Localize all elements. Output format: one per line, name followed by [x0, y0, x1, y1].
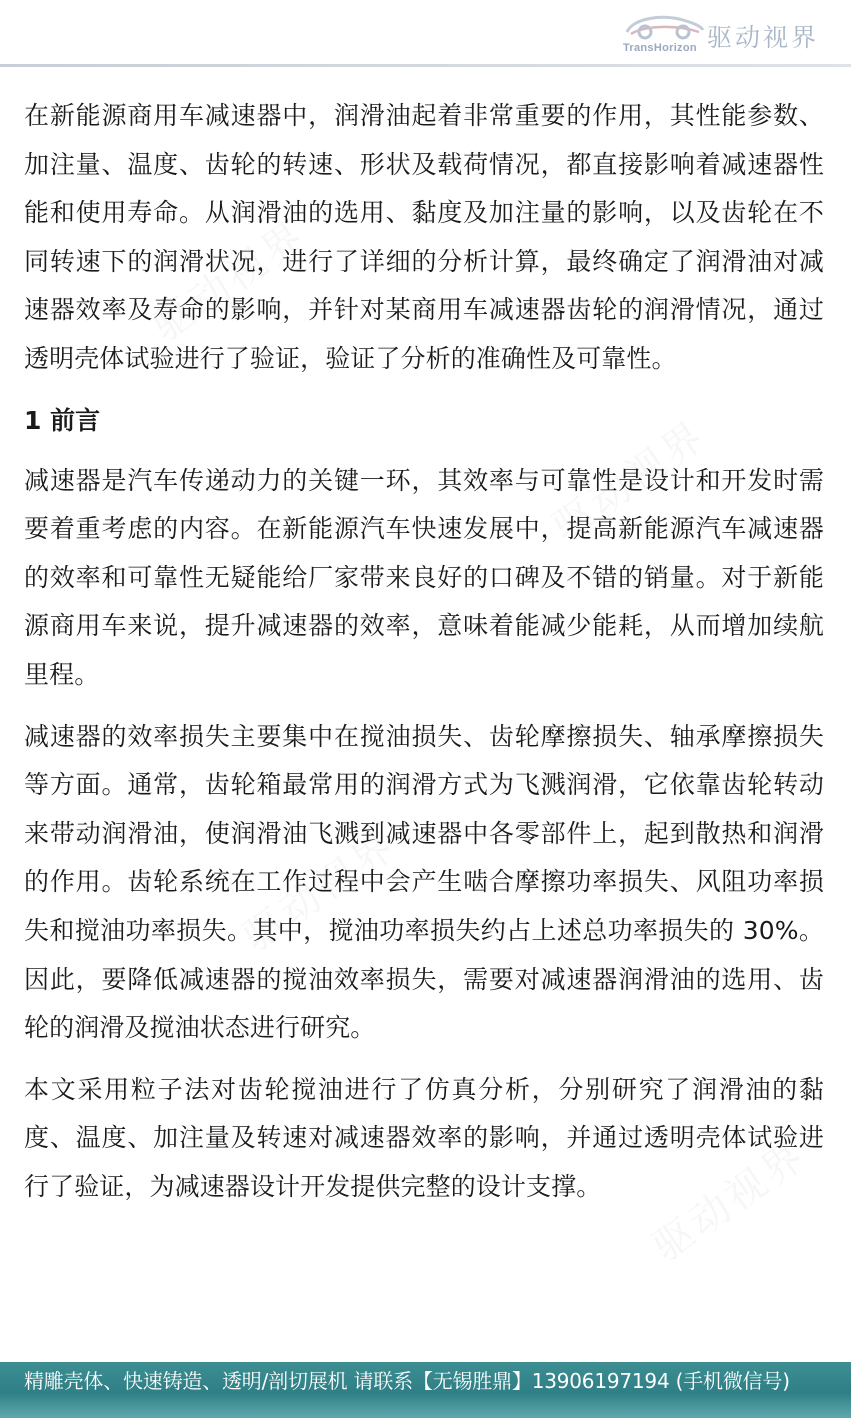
car-swoosh-icon: [623, 12, 707, 44]
section-heading: 1 前言: [24, 405, 101, 435]
logo-english-text: TransHorizon: [623, 42, 697, 54]
transhorizon-logo[interactable]: [623, 12, 833, 58]
watermark-lower: 驱动视界: [234, 822, 406, 961]
contact-banner-text: 精雕壳体、快速铸造、透明/剖切展机 请联系【无锡胜鼎】13906197194 (手机微信号): [24, 1369, 790, 1393]
header-divider: [0, 64, 851, 67]
article-body: [24, 92, 824, 1224]
abstract-paragraph: 在新能源商用车减速器中，润滑油起着非常重要的作用，其性能参数、加注量、温度、齿轮的转速、形状及载荷情况，都直接影响着减速器性能和使用寿命。从润滑油的选用、黏度及加注量的影响，以及齿轮在不同转速下的润滑状况，进行了详细的分析计算，最终确定了润滑油对减速器效率及寿命的影响，并针对某商用车减速器齿轮的润滑情况，通过透明壳体试验进行了验证，验证了分析的准确性及可靠性。: [24, 101, 824, 373]
watermark-top: 驱动视界: [144, 212, 316, 351]
page-header: [0, 0, 851, 66]
body-paragraph: 减速器是汽车传递动力的关键一环，其效率与可靠性是设计和开发时需要着重考虑的内容。在新能源汽车快速发展中，提高新能源汽车减速器的效率和可靠性无疑能给厂家带来良好的口碑及不错的销量。对于新能源商用车来说，提升减速器的效率，意味着能减少能耗，从而增加续航里程。: [24, 465, 824, 689]
body-paragraph: 减速器的效率损失主要集中在搅油损失、齿轮摩擦损失、轴承摩擦损失等方面。通常，齿轮箱最常用的润滑方式为飞溅润滑，它依靠齿轮转动来带动润滑油，使润滑油飞溅到减速器中各零部件上，起到散热和润滑的作用。齿轮系统在工作过程中会产生啮合摩擦功率损失、风阻功率损失和搅油功率损失。其中，搅油功率损失约占上述总功率损失的 30%。因此，要降低减速器的搅油效率损失，需要对减速器润滑油的选用、齿轮的润滑及搅油状态进行研究。: [24, 721, 824, 1043]
body-paragraph: 本文采用粒子法对齿轮搅油进行了仿真分析，分别研究了润滑油的黏度、温度、加注量及转速对减速器效率的影响，并通过透明壳体试验进行了验证，为减速器设计开发提供完整的设计支撑。: [24, 1074, 824, 1201]
watermark-bottom: 驱动视界: [644, 1132, 816, 1271]
watermark-mid: 驱动视界: [544, 412, 716, 551]
logo-chinese-text: 驱动视界: [707, 23, 820, 52]
contact-banner[interactable]: [0, 1362, 851, 1418]
